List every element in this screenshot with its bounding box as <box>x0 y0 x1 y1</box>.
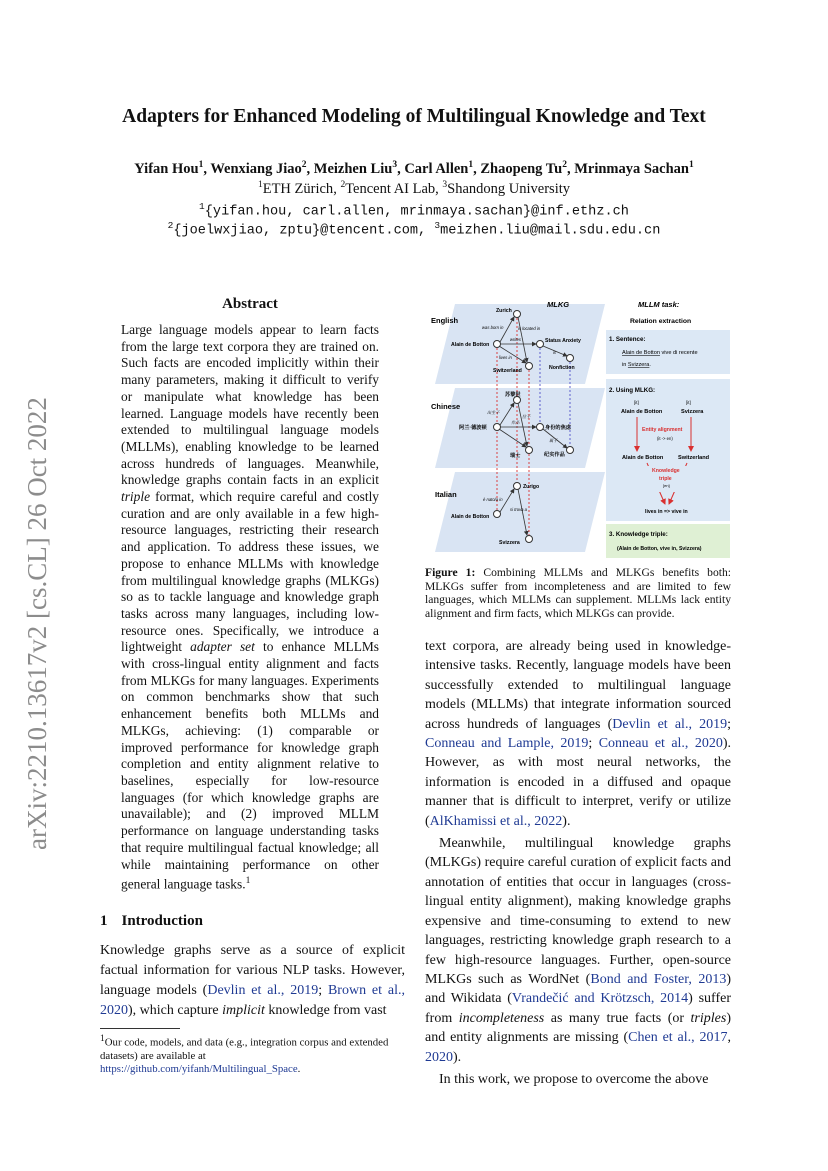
svg-text:Alain de Botton: Alain de Botton <box>621 409 663 415</box>
paper-title: Adapters for Enhanced Modeling of Multilingual Knowledge and Text <box>122 106 706 127</box>
svg-text:Svizzera: Svizzera <box>499 540 520 546</box>
task-title: MLLM task: <box>638 300 680 309</box>
citation-link[interactable]: Conneau and Lample, 2019 <box>425 736 589 752</box>
svg-text:作品: 作品 <box>511 420 520 425</box>
citation-link[interactable]: Devlin et al., 2019 <box>207 983 319 998</box>
svg-text:瑞士: 瑞士 <box>510 453 521 459</box>
lang-english: English <box>431 316 459 325</box>
author: Wenxiang Jiao <box>210 160 302 177</box>
citation-link[interactable]: Chen et al., 2017 <box>628 1030 728 1046</box>
figure-1 <box>425 296 731 560</box>
svg-text:Svizzera: Svizzera <box>681 409 704 415</box>
svg-text:Alain de Botton vive di recent: Alain de Botton vive di recente <box>622 350 698 356</box>
svg-text:出生于: 出生于 <box>487 410 500 415</box>
svg-text:lives in: lives in <box>499 355 512 360</box>
svg-text:Alain de Botton: Alain de Botton <box>451 342 490 348</box>
svg-text:si trova a: si trova a <box>510 507 527 512</box>
abstract-heading: Abstract <box>222 296 278 312</box>
figure-caption: Figure 1: Combining MLLMs and MLKGs benefits both: MLKGs suffer from incompleteness and are limited to few languages, which MLLMs can supplement. MLLMs lack entity alignment and firm facts, which MLKGs can provide. <box>425 566 731 620</box>
svg-text:Alain de Botton: Alain de Botton <box>622 455 664 461</box>
svg-text:Knowledge: Knowledge <box>652 468 680 474</box>
footnote-marker: 1 <box>245 876 251 887</box>
section-heading-introduction: 1 Introduction <box>100 913 203 929</box>
svg-text:身份的焦虑: 身份的焦虑 <box>545 425 571 431</box>
citation-link[interactable]: Bond and Foster, 2013 <box>590 971 727 987</box>
svg-text:属于: 属于 <box>549 438 558 443</box>
email-line-1: $^1${yifan.hou, carl.allen, mrinmaya.sachan}@inf.ethz.ch <box>199 201 629 220</box>
author: Zhaopeng Tu <box>480 160 563 177</box>
paragraph: In this work, we propose to overcome the above <box>439 1071 709 1087</box>
lang-chinese: Chinese <box>431 402 461 411</box>
abstract-text: Large language models appear to learn facts from the large text corpora they are trained on. Such facts are encoded implicitly within their many parameters, making it difficult to verify or manipulate what knowledge has been learned. Language models have recently been extended to multilingual language models (MLLMs), enabling knowledge to be learned across hundreds of languages. Meanwhile, knowledge graphs contain facts in an explicit triple format, which require careful and costly curation and are only available in a few high-resource languages, restricting their research and application. To address these issues, we propose to enhance MLLMs with knowledge from multilingual knowledge graphs (MLKGs) so as to tackle language and knowledge graph tasks across many languages, including low-resource ones. Specifically, we introduce a lightweight adapter set to enhance MLLMs with cross-lingual entity alignment and facts from MLKGs for many languages. Experiments on common benchmarks show that such enhancement benefits both MLLMs and MLKGs, achieving: (1) comparable or improved performance for knowledge graph completion and entity alignment relative to baselines, especially for low-resource languages (for which knowledge graphs are unavailable); and (2) improved MLLM performance on language understanding tasks that require multilingual factual knowledge; all while maintaining performance on other general language tasks.$^1$ <box>121 322 379 892</box>
author: Yifan Hou <box>134 160 199 177</box>
svg-text:Switzerland: Switzerland <box>493 368 522 374</box>
svg-text:Status Anxiety: Status Anxiety <box>545 338 581 344</box>
author-list: Yifan Hou$^1$, Wenxiang Jiao$^2$, Meizhen Liu$^3$, Carl Allen$^1$, Zhaopeng Tu$^2$, Mrinmaya Sachan$^1$ <box>134 160 694 177</box>
svg-text:(it -> en): (it -> en) <box>657 436 673 441</box>
mlkg-label: MLKG <box>547 300 570 309</box>
paragraph: text corpora, are already being used in knowledge-intensive tasks. Recently, language models have been successfully extended to multilingual language models (MLLMs) that integrate information sourced across hundreds of languages (Devlin et al., 2019; Conneau and Lample, 2019; Conneau et al., 2020). However, as with most neural networks, the information is encoded in a diffused and opaque manner that is difficult to interpret, verify or utilize (AlKhamissi et al., 2022). <box>425 639 732 829</box>
panel-triple <box>606 524 730 558</box>
svg-text:Entity alignment: Entity alignment <box>642 427 683 433</box>
citation-link[interactable]: 2020 <box>425 1049 453 1065</box>
svg-text:Zurigo: Zurigo <box>523 484 540 490</box>
svg-text:苏黎世: 苏黎世 <box>505 392 521 398</box>
citation-link[interactable]: Brown et al., 2020 <box>100 983 405 1018</box>
svg-text:in Svizzera.: in Svizzera. <box>622 362 651 368</box>
svg-text:is: is <box>553 350 557 355</box>
panel-mlkg <box>606 379 730 521</box>
paragraph: Meanwhile, multilingual knowledge graphs (MLKGs) require careful curation of explicit facts and annotation of entities that occur in languages (cross-lingual entity alignment), making knowledge graphs expensive and time-consuming to extend to new languages, restricting knowledge graph research to a few high-resource languages. Further, open-source MLKGs such as WordNet (Bond and Foster, 2013) and Wikidata (Vrandečić and Krötzsch, 2014) suffer from incompleteness as many true facts (or triples) and entity alignments are missing (Chen et al., 2017, 2020). <box>425 836 732 1065</box>
task-subtitle: Relation extraction <box>630 318 692 325</box>
citation-link[interactable]: Devlin et al., 2019 <box>612 716 728 732</box>
svg-text:纪实作品: 纪实作品 <box>544 452 565 458</box>
svg-text:writes: writes <box>510 337 521 342</box>
citation-link[interactable]: AlKhamissi et al., 2022 <box>429 813 563 829</box>
svg-text:è nato/a in: è nato/a in <box>483 497 503 502</box>
svg-text:was born in: was born in <box>482 325 504 330</box>
arxiv-stamp <box>14 360 58 860</box>
author: Carl Allen <box>404 160 469 177</box>
svg-text:is located in: is located in <box>518 326 541 331</box>
affiliations: $^1$ETH Zürich, $^2$Tencent AI Lab, $^3$Shandong University <box>257 180 571 197</box>
citation-link[interactable]: Conneau et al., 2020 <box>598 736 723 752</box>
svg-text:位于: 位于 <box>522 414 531 419</box>
intro-text: Knowledge graphs serve as a source of explicit factual information for various NLP tasks. However, language models (Devlin et al., 2019; Brown et al., 2020), which capture implicit knowledge from vast <box>100 943 405 1018</box>
author: Mrinmaya Sachan <box>574 160 689 177</box>
svg-text:lives in => vive in: lives in => vive in <box>645 509 688 515</box>
svg-text:Nonfiction: Nonfiction <box>549 365 575 371</box>
svg-text:[en]: [en] <box>663 483 670 488</box>
footnote-rule <box>100 1028 180 1029</box>
svg-text:Zurich: Zurich <box>496 308 512 314</box>
svg-text:2. Using MLKG:: 2. Using MLKG: <box>609 387 656 394</box>
svg-text:1. Sentence:: 1. Sentence: <box>609 336 646 343</box>
svg-text:Alain de Botton: Alain de Botton <box>451 514 490 520</box>
svg-text:(Alain de Botton, vive in, Svi: (Alain de Botton, vive in, Svizzera) <box>617 546 702 552</box>
svg-text:阿兰·德波顿: 阿兰·德波顿 <box>459 425 487 431</box>
email-line-2: $^2${joelwxjiao, zptu}@tencent.com, $^3$meizhen.liu@mail.sdu.edu.cn <box>167 220 661 239</box>
code-repo-link[interactable]: https://github.com/yifanh/Multilingual_Space <box>100 1063 298 1076</box>
svg-text:[it]: [it] <box>634 400 639 405</box>
lang-italian: Italian <box>435 490 457 499</box>
right-column-text <box>425 637 731 1089</box>
citation-link[interactable]: Vrandečić and Krötzsch, 2014 <box>511 991 689 1007</box>
svg-text:Switzerland: Switzerland <box>678 455 710 461</box>
footnote: $^1$Our code, models, and data (e.g., integration corpus and extended datasets) are available at https://github.com/yifanh/Multilingual_Space. <box>100 1034 389 1076</box>
svg-text:3. Knowledge triple:: 3. Knowledge triple: <box>609 531 668 538</box>
arxiv-id: arXiv:2210.13617v2 [cs.CL] 26 Oct 2022 <box>22 397 52 850</box>
author: Meizhen Liu <box>313 160 393 177</box>
svg-text:triple: triple <box>659 476 672 482</box>
svg-text:[it]: [it] <box>686 400 691 405</box>
